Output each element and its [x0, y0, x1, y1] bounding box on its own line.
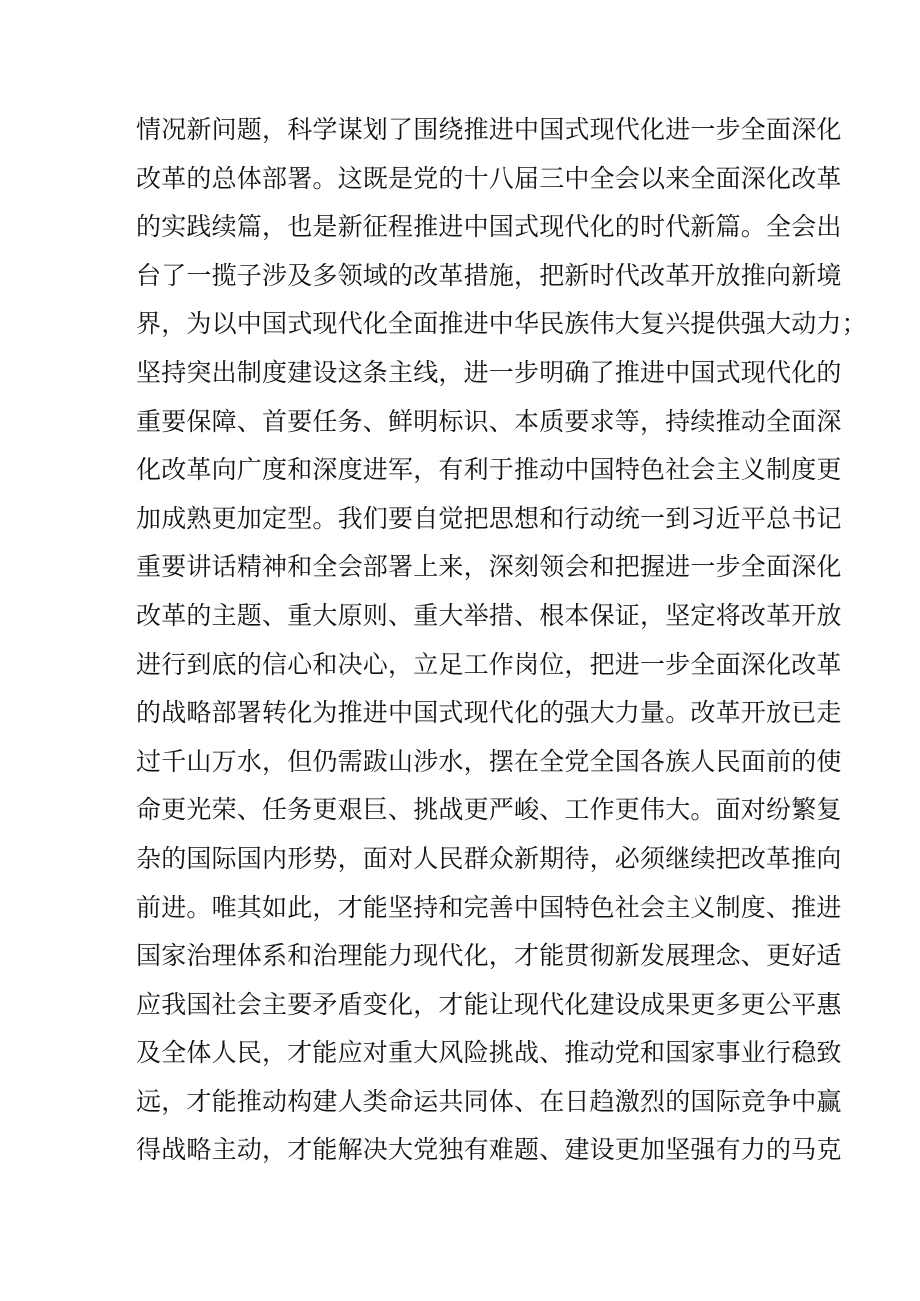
text-line: 的战略部署转化为推进中国式现代化的强大力量。改革开放已走: [136, 698, 842, 728]
text-line: 重要保障、首要任务、鲜明标识、本质要求等，持续推动全面深: [136, 406, 842, 436]
text-line: 情况新问题，科学谋划了围绕推进中国式现代化进一步全面深化: [136, 115, 842, 144]
text-line: 远，才能推动构建人类命运共同体、在日趋激烈的国际竞争中赢: [136, 1086, 842, 1116]
text-line: 前进。唯其如此，才能坚持和完善中国特色社会主义制度、推进: [136, 892, 842, 922]
text-line: 杂的国际国内形势，面对人民群众新期待，必须继续把改革推向: [136, 843, 842, 873]
body-text: [136, 106, 867, 1175]
text-line: 台了一揽子涉及多领域的改革措施，把新时代改革开放推向新境: [136, 260, 842, 290]
text-line: 坚持突出制度建设这条主线，进一步明确了推进中国式现代化的: [136, 357, 842, 387]
text-line: 及全体人民，才能应对重大风险挑战、推动党和国家事业行稳致: [136, 1038, 842, 1068]
text-line: 界，为以中国式现代化全面推进中华民族伟大复兴提供强大动力；: [136, 309, 867, 339]
text-line: 命更光荣、任务更艰巨、挑战更严峻、工作更伟大。面对纷繁复: [136, 795, 842, 825]
text-line: 国家治理体系和治理能力现代化，才能贯彻新发展理念、更好适: [136, 941, 842, 971]
text-line: 重要讲话精神和全会部署上来，深刻领会和把握进一步全面深化: [136, 552, 842, 582]
text-line: 改革的总体部署。这既是党的十八届三中全会以来全面深化改革: [136, 163, 842, 193]
text-line: 得战略主动，才能解决大党独有难题、建设更加坚强有力的马克: [136, 1135, 842, 1165]
text-line: 的实践续篇，也是新征程推进中国式现代化的时代新篇。全会出: [136, 212, 842, 242]
text-line: 化改革向广度和深度进军，有利于推动中国特色社会主义制度更: [136, 455, 842, 485]
text-line: 改革的主题、重大原则、重大举措、根本保证，坚定将改革开放: [136, 600, 842, 630]
text-line: 进行到底的信心和决心，立足工作岗位，把进一步全面深化改革: [136, 649, 842, 679]
text-line: 应我国社会主要矛盾变化，才能让现代化建设成果更多更公平惠: [136, 989, 842, 1019]
text-line: 过千山万水，但仍需跋山涉水，摆在全党全国各族人民面前的使: [136, 746, 842, 776]
text-line: 加成熟更加定型。我们要自觉把思想和行动统一到习近平总书记: [136, 503, 842, 533]
